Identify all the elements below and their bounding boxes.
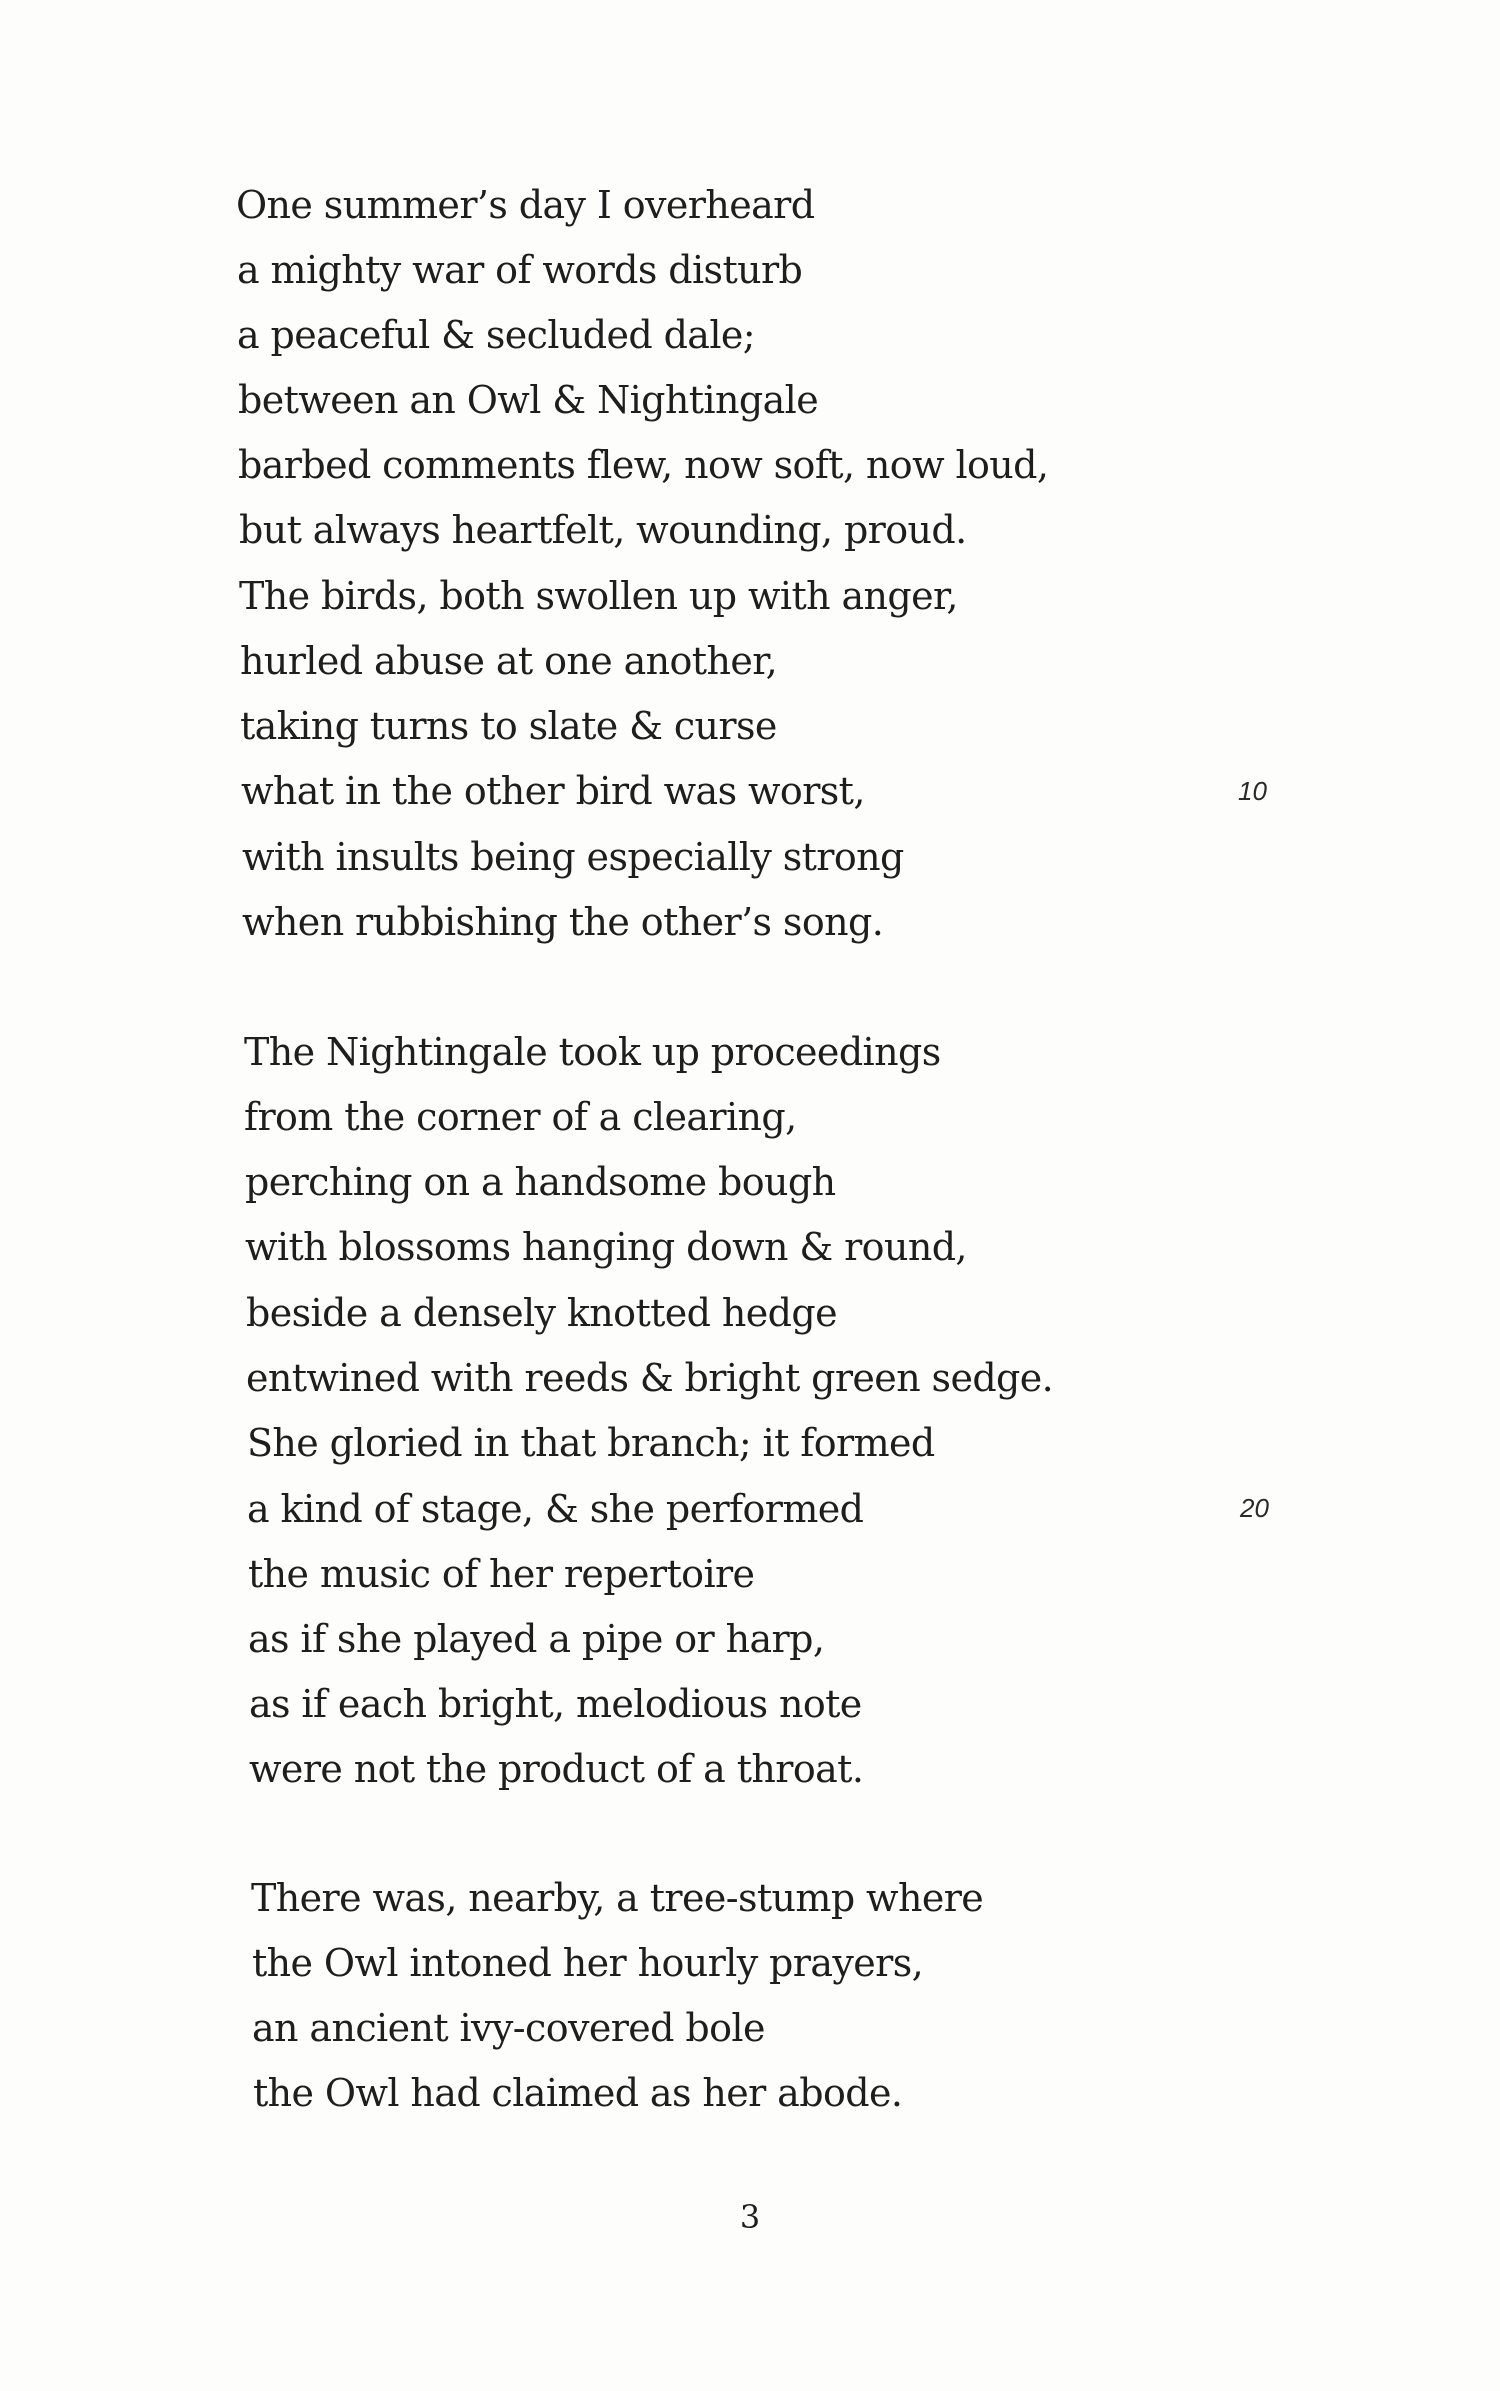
verse-line-14: from the corner of a clearing, bbox=[244, 1095, 797, 1139]
verse-line-26: the Owl intoned her hourly prayers, bbox=[252, 1941, 924, 1985]
verse-line-27: an ancient ivy-covered bole bbox=[252, 2006, 765, 2050]
verse-line-20: a kind of stage, & she performed bbox=[247, 1487, 864, 1531]
page-number: 3 bbox=[739, 2198, 761, 2236]
line-number-20: 20 bbox=[1240, 1493, 1269, 1523]
verse-line-12: when rubbishing the other’s song. bbox=[242, 900, 884, 944]
verse-line-7: The birds, both swollen up with anger, bbox=[239, 574, 958, 618]
line-number-10: 10 bbox=[1238, 776, 1267, 806]
verse-line-1: One summer’s day I overheard bbox=[236, 183, 815, 227]
verse-line-24: were not the product of a throat. bbox=[249, 1747, 864, 1791]
verse-line-23: as if each bright, melodious note bbox=[249, 1682, 862, 1726]
verse-line-9: taking turns to slate & curse bbox=[240, 704, 777, 748]
verse-line-28: the Owl had claimed as her abode. bbox=[253, 2071, 903, 2115]
verse-line-2: a mighty war of words disturb bbox=[237, 248, 803, 292]
verse-line-19: She gloried in that branch; it formed bbox=[247, 1421, 935, 1465]
verse-line-17: beside a densely knotted hedge bbox=[246, 1291, 837, 1335]
verse-line-11: with insults being especially strong bbox=[242, 835, 904, 879]
verse-line-22: as if she played a pipe or harp, bbox=[248, 1617, 825, 1661]
verse-line-21: the music of her repertoire bbox=[248, 1552, 755, 1596]
verse-line-15: perching on a handsome bough bbox=[245, 1160, 836, 1204]
verse-line-8: hurled abuse at one another, bbox=[240, 639, 778, 683]
verse-line-3: a peaceful & secluded dale; bbox=[237, 313, 755, 357]
verse-line-18: entwined with reeds & bright green sedge. bbox=[246, 1356, 1054, 1400]
verse-line-10: what in the other bird was worst, bbox=[241, 769, 865, 813]
verse-line-16: with blossoms hanging down & round, bbox=[245, 1225, 967, 1269]
verse-line-13: The Nightingale took up proceedings bbox=[244, 1030, 941, 1074]
verse-line-4: between an Owl & Nightingale bbox=[238, 378, 819, 422]
verse-line-25: There was, nearby, a tree-stump where bbox=[251, 1876, 984, 1920]
verse-line-6: but always heartfelt, wounding, proud. bbox=[239, 508, 967, 552]
verse-line-5: barbed comments flew, now soft, now loud, bbox=[238, 443, 1049, 487]
